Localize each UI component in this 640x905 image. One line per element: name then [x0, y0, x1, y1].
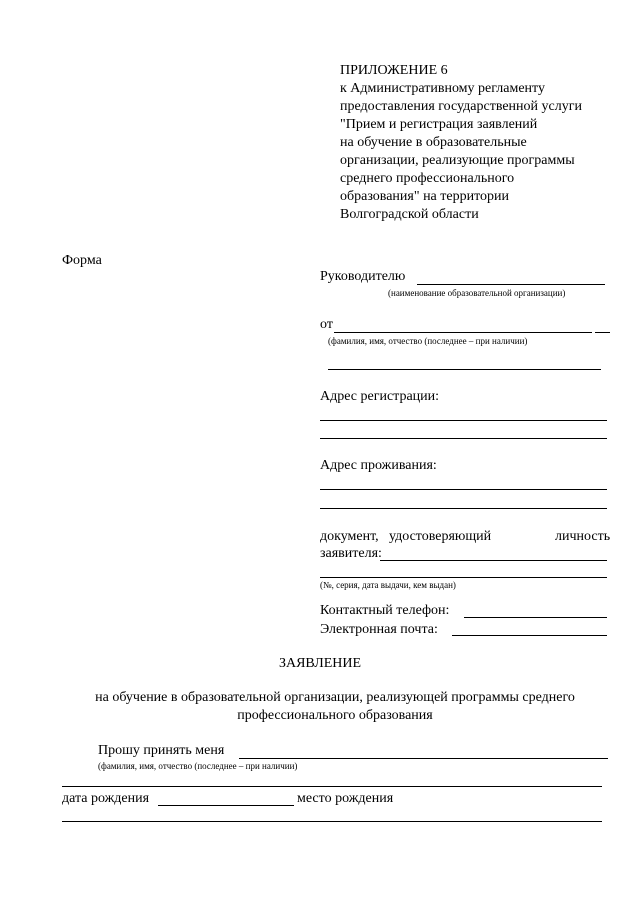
- statement-subtitle-line1: на обучение в образовательной организации, реализующей программы среднего: [95, 690, 575, 705]
- appendix-line: на обучение в образовательные: [340, 135, 527, 150]
- request-field-line[interactable]: [239, 758, 608, 759]
- statement-title: ЗАЯВЛЕНИЕ: [278, 656, 362, 671]
- live-address-line-2[interactable]: [320, 508, 607, 509]
- from-field-line[interactable]: [334, 332, 592, 333]
- reg-address-line-2[interactable]: [320, 438, 607, 439]
- appendix-line: "Прием и регистрация заявлений: [340, 117, 538, 132]
- reg-address-line-1[interactable]: [320, 420, 607, 421]
- email-label: Электронная почта:: [320, 622, 438, 637]
- request-caption: (фамилия, имя, отчество (последнее – при наличии): [98, 761, 298, 771]
- appendix-line: предоставления государственной услуги: [340, 99, 582, 114]
- from-field-line-end: [595, 332, 610, 333]
- id-doc-word: личность: [555, 529, 611, 544]
- appendix-line: ПРИЛОЖЕНИЕ 6: [340, 63, 448, 78]
- from-label: от: [320, 317, 333, 332]
- phone-field-line[interactable]: [464, 617, 607, 618]
- birth-date-field-line[interactable]: [158, 805, 294, 806]
- form-label: Форма: [62, 253, 102, 268]
- appendix-line: организации, реализующие программы: [340, 153, 575, 168]
- from-field-line-2[interactable]: [328, 369, 601, 370]
- reg-address-label: Адрес регистрации:: [320, 389, 440, 404]
- live-address-line-1[interactable]: [320, 489, 607, 490]
- id-doc-caption: (№, серия, дата выдачи, кем выдан): [320, 580, 456, 590]
- from-caption: (фамилия, имя, отчество (последнее – при наличии): [328, 336, 528, 346]
- appendix-block: [340, 62, 582, 224]
- to-field-line[interactable]: [417, 284, 605, 285]
- id-doc-label-2: заявителя:: [320, 546, 382, 561]
- appendix-line: Волгоградской области: [340, 207, 479, 222]
- id-doc-word: документ,: [320, 529, 379, 544]
- email-field-line[interactable]: [452, 635, 607, 636]
- birth-date-label: дата рождения: [62, 791, 150, 806]
- request-label: Прошу принять меня: [98, 743, 225, 758]
- appendix-line: среднего профессионального: [340, 171, 515, 186]
- to-caption: (наименование образовательной организации): [388, 288, 566, 298]
- appendix-line: к Административному регламенту: [340, 81, 545, 96]
- phone-label: Контактный телефон:: [320, 603, 450, 618]
- id-doc-word: удостоверяющий: [389, 529, 492, 544]
- id-doc-line-2[interactable]: [320, 577, 607, 578]
- statement-subtitle-line2: профессионального образования: [237, 708, 433, 723]
- birth-place-field-line[interactable]: [62, 821, 602, 822]
- appendix-line: образования" на территории: [340, 189, 510, 204]
- live-address-label: Адрес проживания:: [320, 458, 437, 473]
- id-doc-line-1[interactable]: [380, 560, 607, 561]
- birth-place-label: место рождения: [297, 791, 394, 806]
- to-label: Руководителю: [320, 269, 406, 284]
- request-field-line-2[interactable]: [62, 786, 602, 787]
